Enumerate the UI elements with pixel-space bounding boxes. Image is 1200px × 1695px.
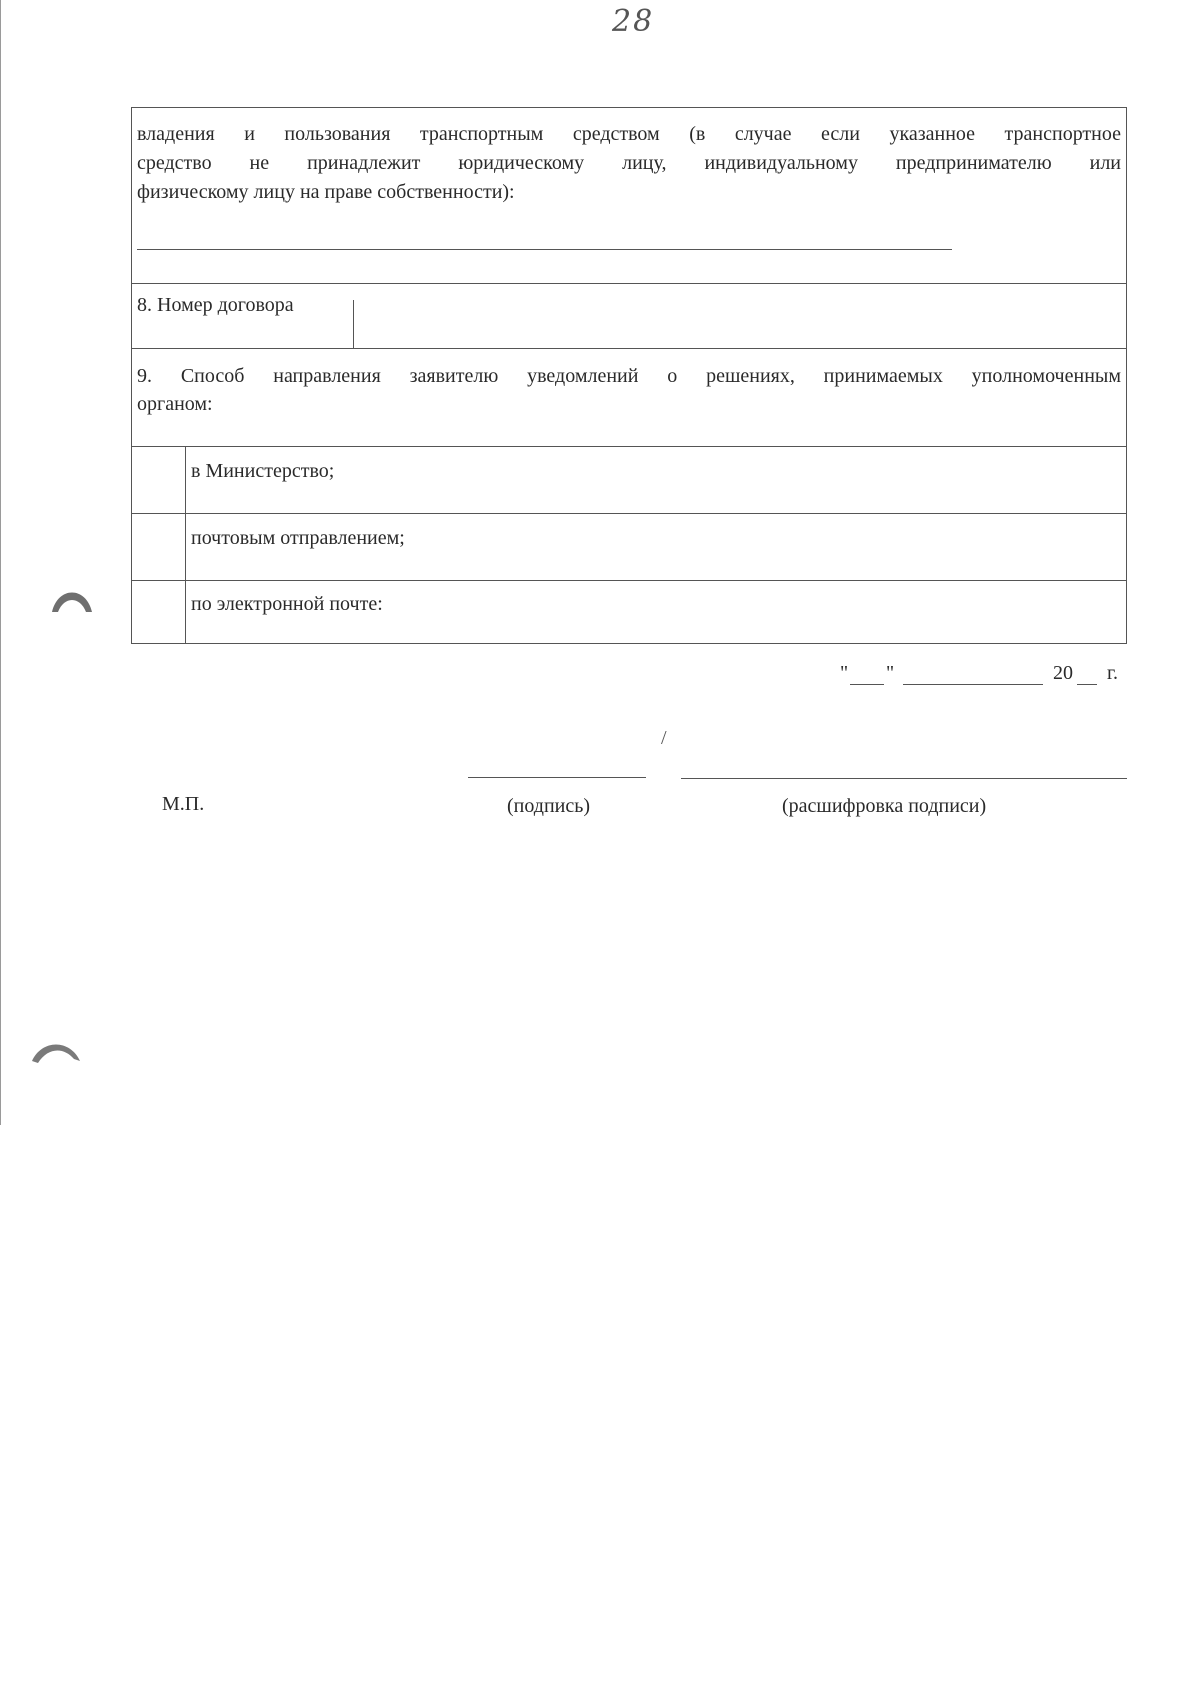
option-ministry: в Министерство;	[191, 460, 335, 482]
date-year-blank	[1077, 684, 1097, 685]
stamp-placeholder: М.П.	[162, 793, 205, 815]
signature-decode-caption: (расшифровка подписи)	[782, 795, 987, 817]
row-divider	[131, 580, 1127, 581]
signature-decode-blank-line	[681, 778, 1127, 779]
ownership-text-line-2: средство не принадлежит юридическому лицу, индивидуальному предпринимателю или	[137, 152, 1121, 174]
ownership-text-line-3: физическому лицу на праве собственности):	[137, 181, 515, 203]
date-year-suffix: г.	[1107, 662, 1118, 684]
date-year-prefix: 20	[1053, 662, 1073, 684]
row-divider	[131, 348, 1127, 349]
option-checkbox-column-divider	[185, 446, 186, 644]
notification-method-line-2: органом:	[137, 393, 213, 415]
page-number: 28	[612, 4, 655, 39]
ownership-fill-line	[137, 249, 952, 250]
contract-cell-divider	[353, 300, 354, 348]
date-open-quote: "	[840, 662, 849, 684]
row-divider	[131, 283, 1127, 284]
page-edge	[0, 0, 1, 1125]
row-divider	[131, 513, 1127, 514]
binder-hole-mark	[50, 580, 94, 620]
binder-hole-mark	[30, 1035, 82, 1075]
option-email: по электронной почте:	[191, 593, 383, 615]
notification-method-line-1: 9. Способ направления заявителю уведомлений о решениях, принимаемых уполномоченным	[137, 365, 1121, 387]
ownership-text-line-1: владения и пользования транспортным средством (в случае если указанное транспортное	[137, 123, 1121, 145]
date-day-blank	[850, 684, 884, 685]
option-postal: почтовым отправлением;	[191, 527, 405, 549]
row-divider	[131, 446, 1127, 447]
signature-blank-line	[468, 777, 646, 778]
date-month-blank	[903, 684, 1043, 685]
signature-caption: (подпись)	[507, 795, 591, 817]
contract-number-label: 8. Номер договора	[137, 294, 294, 316]
date-close-quote: "	[886, 662, 895, 684]
signature-slash: /	[661, 727, 667, 749]
